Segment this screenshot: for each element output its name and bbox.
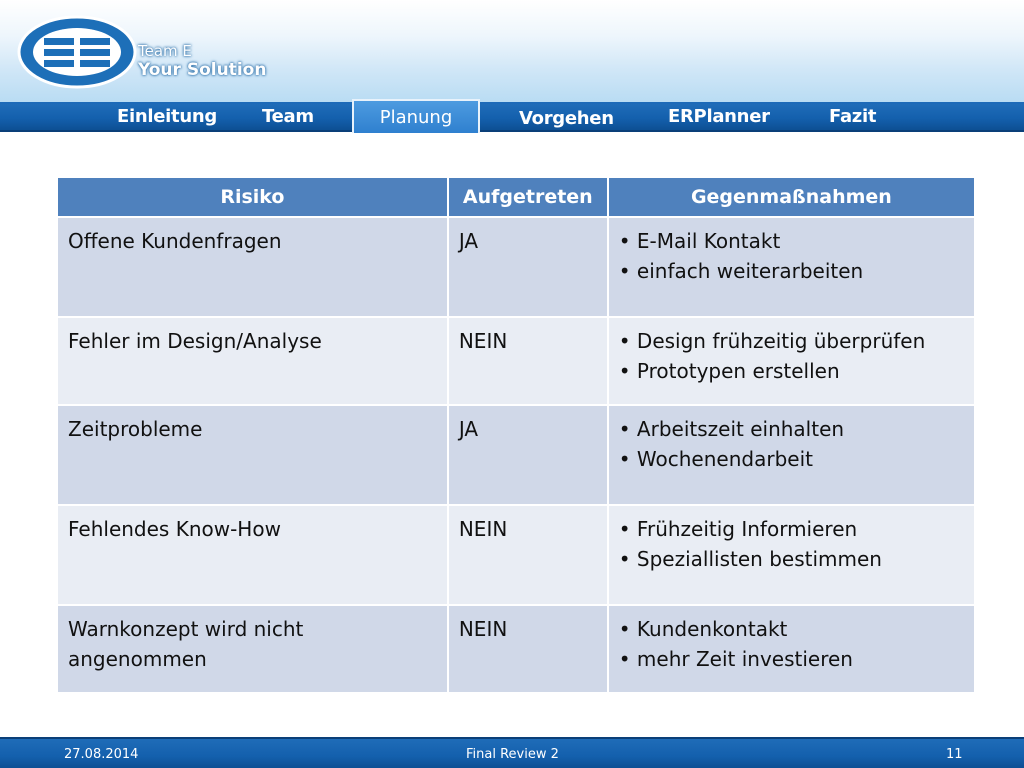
logo-team-name: Team E [138,42,192,60]
table-row [57,317,975,405]
occurred-cell: NEIN [448,505,608,605]
slide-header [0,0,1024,102]
table-header-row [57,177,975,217]
measure-item: • Speziallisten bestimmen [618,547,882,571]
measure-item: • Frühzeitig Informieren [618,517,858,541]
nav-bar [0,102,1024,132]
measure-item: • Prototypen erstellen [618,359,840,383]
risk-table [56,176,976,694]
logo-text [138,42,266,80]
risk-cell: Fehler im Design/Analyse [57,317,448,405]
slide-footer [0,737,1024,768]
header-aufgetreten: Aufgetreten [448,177,608,217]
table-row [57,217,975,317]
nav-item-fazit[interactable]: Fazit [829,106,877,127]
measures-cell [608,217,975,317]
risk-cell: Fehlendes Know-How [57,505,448,605]
measure-item: • einfach weiterarbeiten [618,259,864,283]
nav-item-erplanner[interactable]: ERPlanner [668,106,770,127]
risk-cell: Zeitprobleme [57,405,448,505]
measures-cell [608,317,975,405]
risk-cell: Offene Kundenfragen [57,217,448,317]
nav-item-planung-label: Planung [379,107,453,128]
team-e-logo [16,14,138,90]
measure-item: • Design frühzeitig überprüfen [618,329,926,353]
occurred-cell: NEIN [448,317,608,405]
risk-cell: Warnkonzept wird nicht angenommen [57,605,448,693]
footer-page-number: 11 [946,747,963,762]
logo-slogan: Your Solution [138,60,267,80]
header-risiko: Risiko [57,177,448,217]
nav-item-planung-active[interactable] [352,99,480,133]
measure-item: • Arbeitszeit einhalten [618,417,845,441]
nav-item-vorgehen[interactable]: Vorgehen [519,108,614,129]
measure-item: • Kundenkontakt [618,617,788,641]
footer-date: 27.08.2014 [64,747,139,762]
table-row [57,505,975,605]
occurred-cell: JA [448,405,608,505]
measure-item: • Wochenendarbeit [618,447,813,471]
table-row [57,605,975,693]
nav-item-einleitung[interactable]: Einleitung [117,106,217,127]
header-gegenmassnahmen: Gegenmaßnahmen [608,177,975,217]
table-row [57,405,975,505]
measure-item: • E-Mail Kontakt [618,229,781,253]
measures-cell [608,505,975,605]
occurred-cell: JA [448,217,608,317]
measures-cell [608,605,975,693]
nav-item-team[interactable]: Team [262,106,314,127]
occurred-cell: NEIN [448,605,608,693]
footer-title: Final Review 2 [466,747,559,762]
measure-item: • mehr Zeit investieren [618,647,853,671]
measures-cell [608,405,975,505]
